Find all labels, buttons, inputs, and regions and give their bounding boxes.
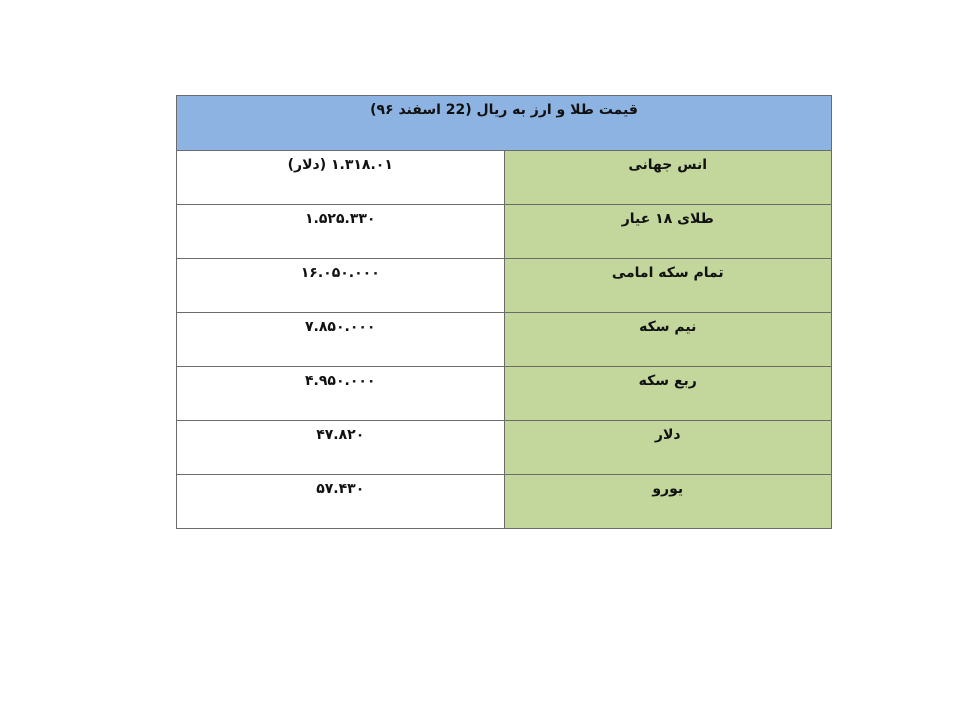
item-label-cell	[504, 313, 832, 367]
item-label: یورو	[652, 481, 684, 497]
table-row	[177, 313, 832, 367]
item-label: دلار	[654, 427, 681, 443]
item-value: ۱۶.۰۵۰.۰۰۰	[300, 265, 380, 281]
table-title: قیمت طلا و ارز به ریال (22 اسفند ۹۶)	[370, 102, 638, 118]
gold-currency-price-table	[176, 95, 832, 529]
item-label-cell	[504, 421, 832, 475]
item-value-cell	[177, 313, 505, 367]
item-value: ۵۷.۴۳۰	[316, 481, 365, 497]
item-label-cell	[504, 475, 832, 529]
item-value-cell	[177, 205, 505, 259]
item-value-cell	[177, 475, 505, 529]
item-value-cell	[177, 421, 505, 475]
table-title-row	[177, 96, 832, 151]
item-label: ربع سکه	[638, 373, 697, 389]
item-label-cell	[504, 367, 832, 421]
item-label-cell	[504, 259, 832, 313]
item-value: ۷.۸۵۰.۰۰۰	[305, 319, 376, 335]
table-row	[177, 259, 832, 313]
item-label: نیم سکه	[639, 319, 697, 335]
table-row	[177, 205, 832, 259]
item-label: انس جهانی	[628, 157, 708, 173]
table-row	[177, 421, 832, 475]
table-title-cell	[177, 96, 832, 151]
item-value-cell	[177, 367, 505, 421]
item-value-cell	[177, 259, 505, 313]
table-row	[177, 151, 832, 205]
item-label-cell	[504, 205, 832, 259]
item-value-cell	[177, 151, 505, 205]
item-value: ۴.۹۵۰.۰۰۰	[305, 373, 376, 389]
item-label: تمام سکه امامی	[611, 265, 724, 281]
table-row	[177, 475, 832, 529]
table-row	[177, 367, 832, 421]
item-label-cell	[504, 151, 832, 205]
item-value: ۱.۵۲۵.۳۳۰	[305, 211, 376, 227]
item-label: طلای ۱۸ عیار	[621, 211, 714, 227]
item-value: ۱.۳۱۸.۰۱ (دلار)	[287, 157, 393, 173]
item-value: ۴۷.۸۲۰	[316, 427, 365, 443]
